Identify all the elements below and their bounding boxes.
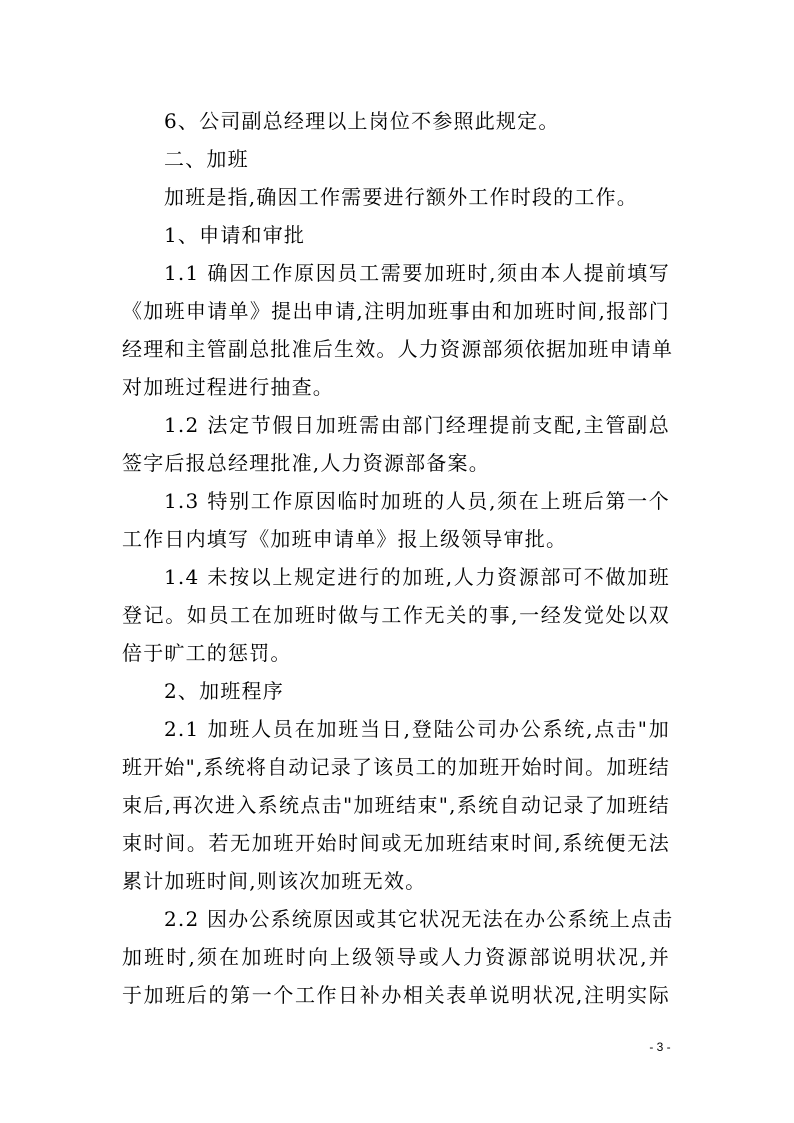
paragraph-2-1-line: 累计加班时间,则该次加班无效。 <box>122 869 427 893</box>
paragraph-2-1-line: 2.1 加班人员在加班当日,登陆公司办公系统,点击"加 <box>164 717 670 741</box>
paragraph-1-1-line: 1.1 确因工作原因员工需要加班时,须由本人提前填写 <box>164 261 670 285</box>
overtime-definition: 加班是指,确因工作需要进行额外工作时段的工作。 <box>164 185 638 209</box>
paragraph-1-2-line: 1.2 法定节假日加班需由部门经理提前支配,主管副总 <box>164 413 670 437</box>
paragraph-1-3-line: 1.3 特别工作原因临时加班的人员,须在上班后第一个 <box>164 489 670 513</box>
subsection-heading-application: 1、申请和审批 <box>164 223 306 247</box>
paragraph-1-1-line: 对加班过程进行抽查。 <box>122 375 334 399</box>
paragraph-1-3-line: 工作日内填写《加班申请单》报上级领导审批。 <box>122 527 568 551</box>
paragraph-2-1-line: 束后,再次进入系统点击"加班结束",系统自动记录了加班结 <box>122 793 670 817</box>
clause-6: 6、公司副总经理以上岗位不参照此规定。 <box>164 109 560 133</box>
paragraph-1-4-line: 倍于旷工的惩罚。 <box>122 641 292 665</box>
paragraph-2-2-line: 2.2 因办公系统原因或其它状况无法在办公系统上点击 <box>164 907 674 931</box>
paragraph-2-1-line: 束时间。若无加班开始时间或无加班结束时间,系统便无法 <box>122 831 670 855</box>
paragraph-1-1-line: 经理和主管副总批准后生效。人力资源部须依据加班申请单 <box>122 337 674 361</box>
paragraph-1-1-line: 《加班申请单》提出申请,注明加班事由和加班时间,报部门 <box>122 299 670 323</box>
paragraph-1-2-line: 签字后报总经理批准,人力资源部备案。 <box>122 451 490 475</box>
section-heading-overtime: 二、加班 <box>164 147 249 171</box>
paragraph-1-4-line: 登记。如员工在加班时做与工作无关的事,一经发觉处以双 <box>122 603 670 627</box>
paragraph-1-4-line: 1.4 未按以上规定进行的加班,人力资源部可不做加班 <box>164 565 670 589</box>
subsection-heading-procedure: 2、加班程序 <box>164 679 284 703</box>
paragraph-2-2-line: 加班时,须在加班时向上级领导或人力资源部说明状况,并 <box>122 945 670 969</box>
paragraph-2-2-line: 于加班后的第一个工作日补办相关表单说明状况,注明实际 <box>122 983 670 1007</box>
paragraph-2-1-line: 班开始",系统将自动记录了该员工的加班开始时间。加班结 <box>122 755 670 779</box>
page-number: - 3 - <box>649 1040 671 1054</box>
